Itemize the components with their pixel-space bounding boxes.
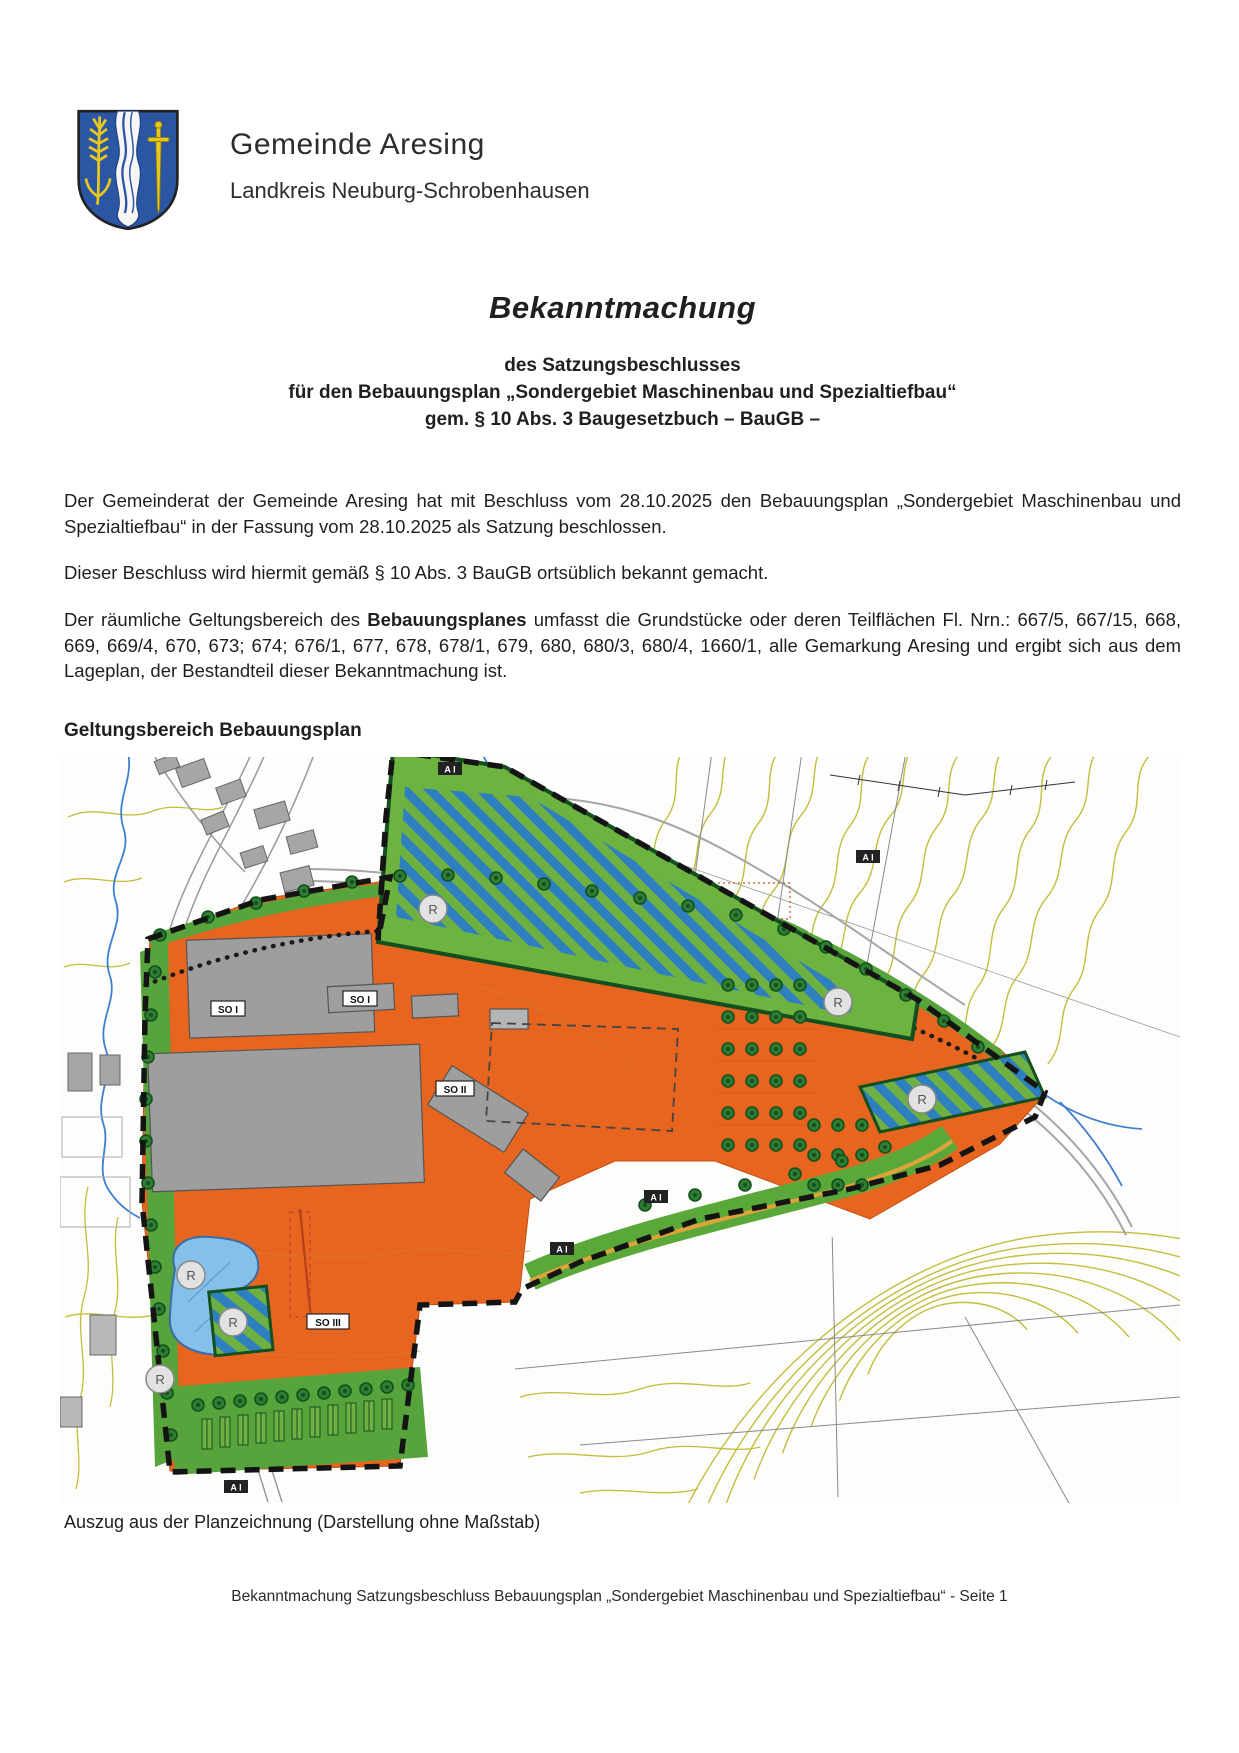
subtitle-line-2: für den Bebauungsplan „Sondergebiet Maschinenbau und Spezialtiefbau“ (288, 382, 957, 403)
zone-label-so1: SO I (217, 1005, 239, 1016)
announcement-subtitle (64, 352, 1181, 433)
zoning-plan-map (60, 757, 1180, 1503)
area-label-a4: A I (556, 1244, 568, 1255)
municipal-coat-of-arms (75, 108, 181, 232)
paragraph-publication: Dieser Beschluss wird hiermit gemäß § 10 Abs. 3 BauGB ortsüblich bekannt gemacht. (64, 562, 769, 583)
subtitle-line-3: gem. § 10 Abs. 3 Baugesetzbuch – BauGB – (424, 409, 821, 430)
announcement-title: Bekanntmachung (488, 290, 757, 325)
r-marker-label: R (186, 1268, 196, 1283)
crest-river-band (116, 111, 141, 227)
scope-text-bold: Bebauungsplanes (367, 609, 527, 630)
municipality-title: Gemeinde Aresing (230, 128, 485, 161)
map-caption: Auszug aus der Planzeichnung (Darstellung ohne Maßstab) (64, 1512, 541, 1532)
r-marker-label: R (155, 1372, 165, 1387)
zone-label-so2: SO II (443, 1085, 467, 1096)
paragraph-decision: Der Gemeinderat der Gemeinde Aresing hat mit Beschluss vom 28.10.2025 den Bebauungsplan „Sondergebiet Maschinenbau und Spezialtiefbau“ in der Fassung vom 28.10.2025 als Satzung beschlossen. (64, 490, 1181, 537)
zone-label-so1b: SO I (349, 995, 371, 1006)
area-label-a2: A I (862, 852, 874, 863)
map-section-heading: Geltungsbereich Bebauungsplan (64, 720, 362, 741)
area-label-a5: A I (230, 1482, 242, 1493)
r-marker-label: R (228, 1315, 238, 1330)
subtitle-line-1: des Satzungsbeschlusses (504, 355, 741, 376)
r-marker-label: R (917, 1092, 927, 1107)
plan-drawing (60, 757, 1180, 1503)
r-marker-label: R (428, 902, 438, 917)
scope-text-start: Der räumliche Geltungsbereich des (64, 609, 368, 630)
district-subtitle: Landkreis Neuburg-Schrobenhausen (230, 178, 590, 203)
area-label-a1: A I (444, 764, 456, 775)
page-footer: Bekanntmachung Satzungsbeschluss Bebauungsplan „Sondergebiet Maschinenbau und Spezialtiefbau“ - Seite 1 (231, 1588, 1008, 1605)
scope-text-end: umfasst die Grundstücke oder deren Teilflächen Fl. Nrn.: 667/5, 667/15, 668, 669, 669/4, 670, 673; 674; 676/1, 677, 678, 678/1, 679, 680, 680/3, 680/4, 1660/1, alle Gemarkung Aresing und ergibt sich aus dem Lageplan, der Bestandteil dieser Bekanntmachung ist. (64, 609, 1181, 682)
paragraph-scope (64, 607, 1181, 684)
area-label-a3: A I (650, 1192, 662, 1203)
zone-label-so3: SO III (315, 1318, 341, 1329)
r-marker-label: R (833, 995, 843, 1010)
